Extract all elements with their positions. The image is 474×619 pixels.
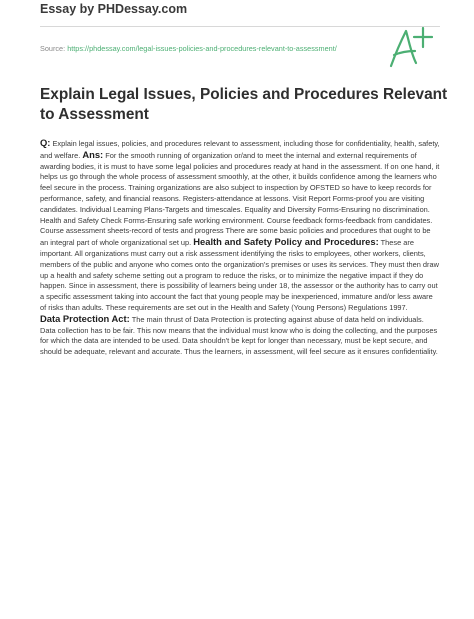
question-text: Explain legal issues, policies, and procedures relevant to assessment, including those for confidentiality, health, safety, and welfare. xyxy=(40,139,440,160)
source-line xyxy=(40,44,337,53)
question-label: Q: xyxy=(40,137,51,148)
source-link[interactable]: https://phdessay.com/legal-issues-policies-and-procedures-relevant-to-assessment/ xyxy=(67,44,337,53)
data-protection-text: The main thrust of Data Protection is protecting against abuse of data held on individuals. Data collection has to be fair. This now means that the individual must know who is doing the collecting, and the purposes for which the data are intended to be used. Data shouldn't be kept for longer than necessary, must be kept secure, and should be adequate, relevant and accurate. Thus the learners, in assessment, will feel secure as it ensures confidentiality. xyxy=(40,314,438,357)
body-paragraph xyxy=(40,138,440,314)
a-plus-logo-icon xyxy=(383,25,433,70)
health-safety-text: These are important. All organizations must carry out a risk assessment identifying the risks to employees, other workers, clients, members of the public and anyone who comes onto the organization's premises or uses its services. They must then draw up a health and safety scheme setting out a program to reduce the risks, or to minimize the negative impact if they do happen. Since in assessment, there is possibility of learners being under 18, the assessor or the authority has to carry out a specific assessment taking into account the fact that young people may be inexperienced, immature and/or less aware of risks than adults. These requirements are set out in the Health and Safety (Young Persons) Regulations 1997. xyxy=(40,238,439,312)
data-protection-heading: Data Protection Act: xyxy=(40,312,130,324)
data-protection-paragraph xyxy=(40,314,440,358)
health-safety-heading: Health and Safety Policy and Procedures: xyxy=(193,236,379,248)
answer-label: Ans: xyxy=(82,148,104,160)
answer-text: For the smooth running of organization or/and to meet the internal and external requirements of awarding bodies, it is must to have some legal policies and procedures ready at hand in the assessment. If on one hand, it helps us go through the whole process of assessment smoothly, at the other, it builds confidence among the learners who feel secure in the process. Training organizations are also subject to inspection by OFSTED so have to keep records for performance, safety, and financial reasons. Registers-attendance at lessons. Visit Report Forms-proof you are visiting candidates. Individual Learning Plans-Targets and timescales. Equality and Diversity Forms-Ensuring no discrimination. Health and Safety Check Forms-Ensuring safe working environment. Course feedback forms-feedback from candidates. Course assessment sheets-record of tests and progress There are some basic policies and procedures that ought to be an integral part of whole organizational set up. xyxy=(40,150,440,248)
site-brand[interactable]: Essay by PHDessay.com xyxy=(40,2,188,16)
document-body xyxy=(40,138,440,358)
document-title: Explain Legal Issues, Policies and Procedures Relevant to Assessment xyxy=(40,86,448,123)
header-divider xyxy=(40,26,440,27)
source-label: Source: xyxy=(40,44,66,53)
